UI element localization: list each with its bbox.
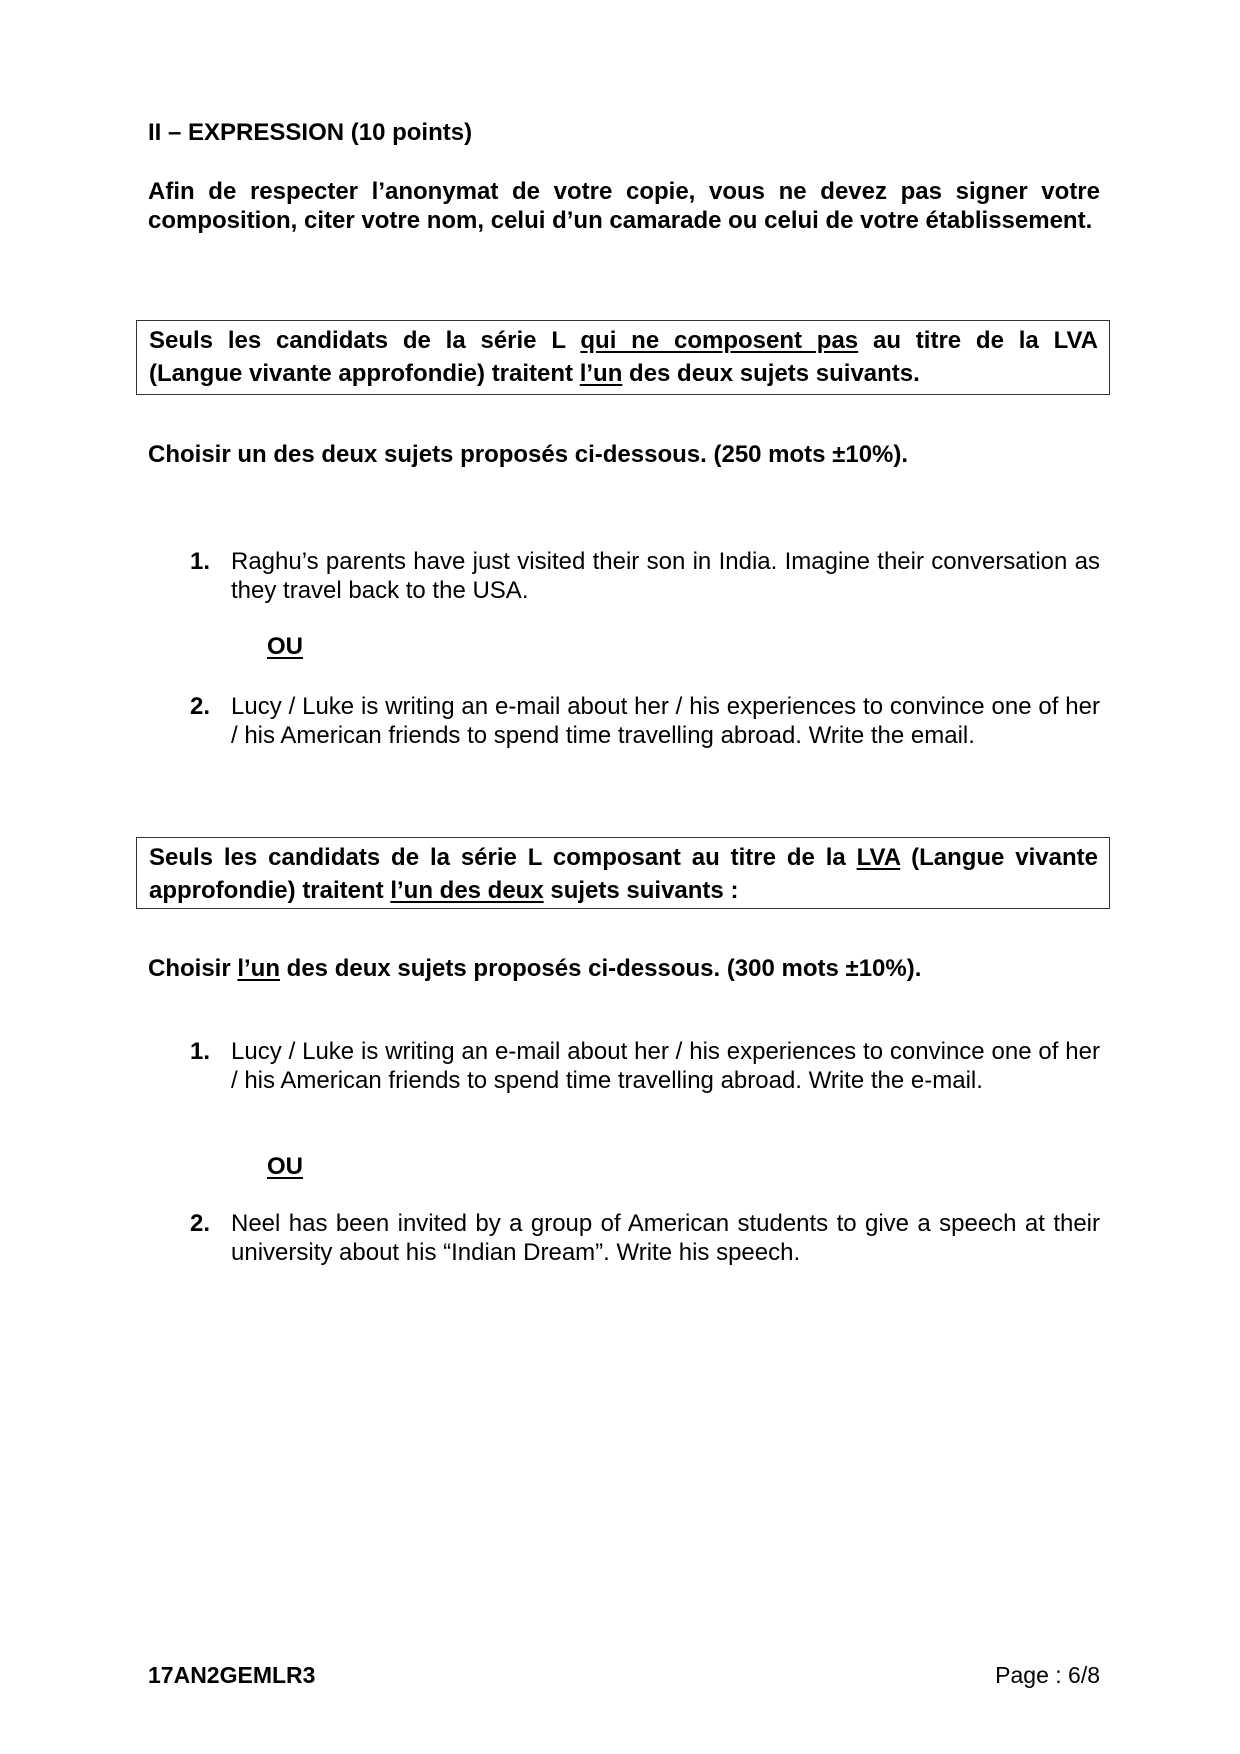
lva-box-text: (Langue vivante	[900, 844, 1098, 871]
subject-text: Neel has been invited by a group of American students to give a speech at their university about his “Indian Dream”. Write his speech.	[231, 1210, 1100, 1266]
lva-instruction-text: des deux sujets proposés ci-dessous. (300 mots ±10%).	[280, 955, 922, 982]
non-lva-box-text: Seuls les candidats de la série L	[149, 327, 581, 354]
non-lva-box-line-2	[149, 360, 920, 387]
subject-number: 1.	[190, 548, 211, 575]
lva-candidates-box	[136, 837, 1110, 909]
lva-instruction-underline: l’un	[237, 955, 280, 982]
lva-box-underline: LVA	[856, 844, 901, 871]
subject-text: Lucy / Luke is writing an e-mail about her / his experiences to convince one of her / his American friends to spend time travelling abroad. Write the email.	[231, 693, 1100, 749]
non-lva-box-text: (Langue vivante approfondie) traitent	[149, 360, 580, 387]
lva-box-text: approfondie) traitent	[149, 877, 391, 904]
non-lva-box-line-1	[149, 324, 1098, 357]
subject-number: 2.	[190, 1210, 211, 1237]
section-heading: II – EXPRESSION (10 points)	[148, 119, 473, 146]
non-lva-instruction: Choisir un des deux sujets proposés ci-dessous. (250 mots ±10%).	[148, 441, 909, 468]
lva-box-underline: l’un des deux	[390, 877, 544, 904]
or-label: OU	[267, 1153, 303, 1180]
subject-number: 1.	[190, 1038, 211, 1065]
anonymity-notice: Afin de respecter l’anonymat de votre copie, vous ne devez pas signer votre composition, citer votre nom, celui d’un camarade ou celui de votre établissement.	[148, 178, 1100, 234]
lva-instruction	[148, 954, 921, 984]
lva-subject-2	[190, 1209, 1100, 1267]
lva-instruction-text: Choisir	[148, 955, 238, 982]
non-lva-box-text: au titre de la LVA	[858, 327, 1099, 354]
non-lva-candidates-box	[136, 320, 1110, 395]
non-lva-subject-1	[190, 547, 1100, 605]
or-label: OU	[267, 633, 303, 660]
lva-box-line-1	[149, 841, 1098, 874]
lva-box-line-2	[149, 877, 738, 904]
exam-code: 17AN2GEMLR3	[148, 1662, 316, 1688]
lva-box-text: sujets suivants :	[543, 877, 739, 904]
subject-number: 2.	[190, 693, 211, 720]
lva-box-text: Seuls les candidats de la série L composant au titre de la	[149, 844, 857, 871]
subject-text: Raghu’s parents have just visited their son in India. Imagine their conversation as they travel back to the USA.	[231, 548, 1100, 604]
subject-text: Lucy / Luke is writing an e-mail about her / his experiences to convince one of her / his American friends to spend time travelling abroad. Write the e-mail.	[231, 1038, 1100, 1094]
page-number: Page : 6/8	[995, 1662, 1100, 1688]
non-lva-subject-2	[190, 692, 1100, 750]
non-lva-box-underline: l’un	[579, 360, 623, 387]
non-lva-box-text: des deux sujets suivants.	[622, 360, 920, 387]
lva-subject-1	[190, 1037, 1100, 1095]
non-lva-box-underline: qui ne composent pas	[580, 327, 859, 354]
